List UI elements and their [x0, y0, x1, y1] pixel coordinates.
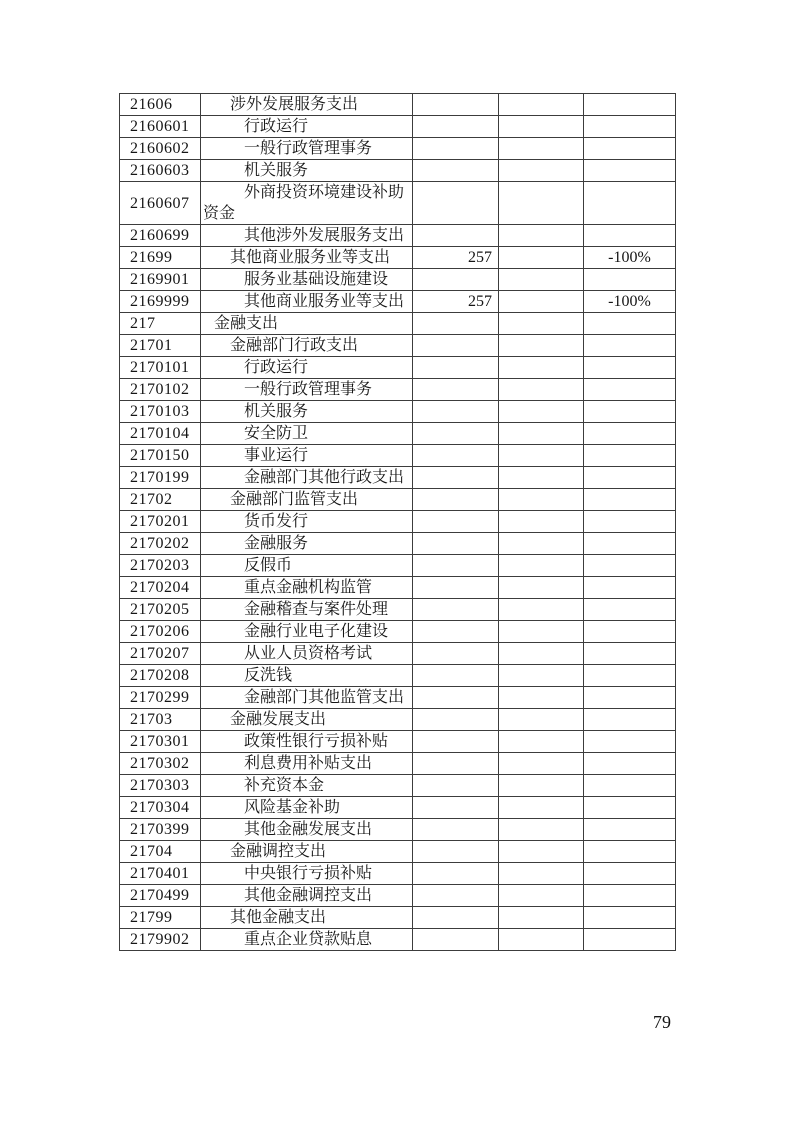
budget-code-cell: 2160602: [120, 138, 201, 160]
item-name-cell: 金融部门其他行政支出: [201, 467, 413, 489]
item-name-cell: 政策性银行亏损补贴: [201, 731, 413, 753]
budget-code-cell: 2170103: [120, 401, 201, 423]
budget-code-cell: 2170102: [120, 379, 201, 401]
budget-table: [119, 93, 676, 951]
table-row: [120, 753, 676, 775]
change-percent-cell: [584, 533, 676, 555]
budget-code-cell: 2160607: [120, 182, 201, 225]
change-percent-cell: [584, 577, 676, 599]
change-percent-cell: [584, 489, 676, 511]
blank-cell: [499, 907, 584, 929]
change-percent-cell: [584, 599, 676, 621]
table-row: [120, 731, 676, 753]
amount-cell: [413, 907, 499, 929]
amount-cell: [413, 841, 499, 863]
item-name-cell: 金融行业电子化建设: [201, 621, 413, 643]
budget-code-cell: 2170302: [120, 753, 201, 775]
amount-cell: [413, 423, 499, 445]
blank-cell: [499, 94, 584, 116]
blank-cell: [499, 247, 584, 269]
budget-code-cell: 2170304: [120, 797, 201, 819]
amount-cell: [413, 731, 499, 753]
change-percent-cell: [584, 269, 676, 291]
table-row: [120, 116, 676, 138]
budget-code-cell: 2170199: [120, 467, 201, 489]
amount-cell: [413, 182, 499, 225]
change-percent-cell: [584, 379, 676, 401]
table-row: [120, 665, 676, 687]
item-name-cell: 金融部门其他监管支出: [201, 687, 413, 709]
item-name-cell: 金融部门监管支出: [201, 489, 413, 511]
blank-cell: [499, 489, 584, 511]
blank-cell: [499, 555, 584, 577]
change-percent-cell: [584, 357, 676, 379]
table-row: [120, 907, 676, 929]
item-name-cell: 机关服务: [201, 160, 413, 182]
table-row: [120, 687, 676, 709]
blank-cell: [499, 291, 584, 313]
item-name-cell: 其他商业服务业等支出: [201, 291, 413, 313]
amount-cell: 257: [413, 291, 499, 313]
change-percent-cell: [584, 467, 676, 489]
blank-cell: [499, 138, 584, 160]
budget-code-cell: 217: [120, 313, 201, 335]
change-percent-cell: [584, 643, 676, 665]
table-row: [120, 379, 676, 401]
budget-code-cell: 21702: [120, 489, 201, 511]
amount-cell: [413, 665, 499, 687]
change-percent-cell: [584, 182, 676, 225]
blank-cell: [499, 401, 584, 423]
blank-cell: [499, 731, 584, 753]
amount-cell: [413, 379, 499, 401]
table-row: [120, 94, 676, 116]
change-percent-cell: [584, 555, 676, 577]
amount-cell: [413, 160, 499, 182]
item-name-cell: 事业运行: [201, 445, 413, 467]
change-percent-cell: [584, 731, 676, 753]
budget-code-cell: 2160699: [120, 225, 201, 247]
blank-cell: [499, 269, 584, 291]
amount-cell: [413, 885, 499, 907]
item-name-cell: 安全防卫: [201, 423, 413, 445]
amount-cell: [413, 819, 499, 841]
blank-cell: [499, 643, 584, 665]
amount-cell: [413, 94, 499, 116]
budget-code-cell: 2170207: [120, 643, 201, 665]
change-percent-cell: [584, 160, 676, 182]
blank-cell: [499, 753, 584, 775]
amount-cell: [413, 599, 499, 621]
blank-cell: [499, 797, 584, 819]
blank-cell: [499, 423, 584, 445]
change-percent-cell: [584, 511, 676, 533]
item-name-cell: 重点金融机构监管: [201, 577, 413, 599]
amount-cell: [413, 445, 499, 467]
budget-code-cell: 2170201: [120, 511, 201, 533]
blank-cell: [499, 885, 584, 907]
item-name-cell: 涉外发展服务支出: [201, 94, 413, 116]
amount-cell: [413, 138, 499, 160]
table-row: [120, 841, 676, 863]
amount-cell: [413, 687, 499, 709]
table-row: [120, 401, 676, 423]
item-name-cell: 一般行政管理事务: [201, 138, 413, 160]
table-row: [120, 555, 676, 577]
blank-cell: [499, 379, 584, 401]
item-name-cell: 反洗钱: [201, 665, 413, 687]
amount-cell: [413, 555, 499, 577]
table-row: [120, 577, 676, 599]
blank-cell: [499, 511, 584, 533]
blank-cell: [499, 533, 584, 555]
blank-cell: [499, 775, 584, 797]
change-percent-cell: [584, 885, 676, 907]
budget-code-cell: 2170203: [120, 555, 201, 577]
blank-cell: [499, 599, 584, 621]
amount-cell: [413, 577, 499, 599]
change-percent-cell: [584, 797, 676, 819]
table-row: [120, 182, 676, 225]
blank-cell: [499, 665, 584, 687]
table-row: [120, 138, 676, 160]
amount-cell: [413, 116, 499, 138]
change-percent-cell: [584, 116, 676, 138]
change-percent-cell: [584, 687, 676, 709]
budget-code-cell: 2169999: [120, 291, 201, 313]
change-percent-cell: [584, 225, 676, 247]
change-percent-cell: [584, 621, 676, 643]
budget-code-cell: 21704: [120, 841, 201, 863]
budget-code-cell: 2170206: [120, 621, 201, 643]
budget-code-cell: 21799: [120, 907, 201, 929]
blank-cell: [499, 841, 584, 863]
budget-code-cell: 21699: [120, 247, 201, 269]
change-percent-cell: [584, 445, 676, 467]
amount-cell: [413, 643, 499, 665]
item-name-cell: 机关服务: [201, 401, 413, 423]
table-row: [120, 467, 676, 489]
page-number: 79: [653, 1012, 671, 1032]
item-name-cell: 其他商业服务业等支出: [201, 247, 413, 269]
blank-cell: [499, 687, 584, 709]
budget-code-cell: 2170499: [120, 885, 201, 907]
item-name-cell: 金融调控支出: [201, 841, 413, 863]
budget-code-cell: 21703: [120, 709, 201, 731]
item-name-cell: 金融支出: [201, 313, 413, 335]
budget-code-cell: 2170301: [120, 731, 201, 753]
budget-code-cell: 2179902: [120, 929, 201, 951]
table-row: [120, 313, 676, 335]
blank-cell: [499, 577, 584, 599]
table-row: [120, 775, 676, 797]
item-name-cell: 货币发行: [201, 511, 413, 533]
item-name-cell: 从业人员资格考试: [201, 643, 413, 665]
amount-cell: [413, 929, 499, 951]
amount-cell: [413, 489, 499, 511]
table-row: [120, 709, 676, 731]
table-row: [120, 335, 676, 357]
amount-cell: [413, 225, 499, 247]
change-percent-cell: [584, 841, 676, 863]
table-row: [120, 269, 676, 291]
item-name-cell: 利息费用补贴支出: [201, 753, 413, 775]
item-name-cell: 服务业基础设施建设: [201, 269, 413, 291]
change-percent-cell: [584, 94, 676, 116]
amount-cell: [413, 621, 499, 643]
budget-code-cell: 2170202: [120, 533, 201, 555]
blank-cell: [499, 182, 584, 225]
item-name-cell: 反假币: [201, 555, 413, 577]
amount-cell: [413, 269, 499, 291]
item-name-cell: 金融部门行政支出: [201, 335, 413, 357]
table-row: [120, 863, 676, 885]
budget-code-cell: 21606: [120, 94, 201, 116]
table-row: [120, 643, 676, 665]
amount-cell: [413, 467, 499, 489]
item-name-cell: 其他金融发展支出: [201, 819, 413, 841]
change-percent-cell: [584, 665, 676, 687]
amount-cell: [413, 797, 499, 819]
budget-code-cell: 2170299: [120, 687, 201, 709]
blank-cell: [499, 116, 584, 138]
change-percent-cell: [584, 335, 676, 357]
amount-cell: [413, 401, 499, 423]
budget-code-cell: 21701: [120, 335, 201, 357]
amount-cell: [413, 533, 499, 555]
item-name-cell: 外商投资环境建设补助资金: [201, 182, 413, 225]
change-percent-cell: [584, 929, 676, 951]
table-row: [120, 797, 676, 819]
blank-cell: [499, 929, 584, 951]
table-row: [120, 247, 676, 269]
amount-cell: [413, 357, 499, 379]
budget-code-cell: 2170303: [120, 775, 201, 797]
change-percent-cell: [584, 709, 676, 731]
item-name-cell: 金融服务: [201, 533, 413, 555]
change-percent-cell: [584, 138, 676, 160]
item-name-cell: 行政运行: [201, 116, 413, 138]
budget-code-cell: 2170150: [120, 445, 201, 467]
item-name-cell: 行政运行: [201, 357, 413, 379]
table-row: [120, 160, 676, 182]
budget-code-cell: 2170104: [120, 423, 201, 445]
table-row: [120, 489, 676, 511]
change-percent-cell: [584, 775, 676, 797]
budget-code-cell: 2170204: [120, 577, 201, 599]
table-row: [120, 599, 676, 621]
item-name-cell: 中央银行亏损补贴: [201, 863, 413, 885]
amount-cell: [413, 775, 499, 797]
budget-code-cell: 2160601: [120, 116, 201, 138]
blank-cell: [499, 467, 584, 489]
table-row: [120, 819, 676, 841]
table-row: [120, 929, 676, 951]
amount-cell: [413, 313, 499, 335]
item-name-cell: 金融发展支出: [201, 709, 413, 731]
change-percent-cell: [584, 313, 676, 335]
blank-cell: [499, 313, 584, 335]
amount-cell: [413, 335, 499, 357]
table-row: [120, 291, 676, 313]
table-row: [120, 357, 676, 379]
table-row: [120, 533, 676, 555]
item-name-cell: 风险基金补助: [201, 797, 413, 819]
budget-code-cell: 2170101: [120, 357, 201, 379]
item-name-cell: 重点企业贷款贴息: [201, 929, 413, 951]
blank-cell: [499, 621, 584, 643]
change-percent-cell: [584, 401, 676, 423]
change-percent-cell: -100%: [584, 291, 676, 313]
budget-table-body: [120, 94, 676, 951]
budget-code-cell: 2170205: [120, 599, 201, 621]
table-row: [120, 423, 676, 445]
amount-cell: 257: [413, 247, 499, 269]
table-row: [120, 445, 676, 467]
item-name-cell: 金融稽查与案件处理: [201, 599, 413, 621]
item-name-cell: 其他金融支出: [201, 907, 413, 929]
change-percent-cell: [584, 423, 676, 445]
budget-code-cell: 2160603: [120, 160, 201, 182]
table-row: [120, 225, 676, 247]
budget-code-cell: 2170401: [120, 863, 201, 885]
blank-cell: [499, 709, 584, 731]
table-row: [120, 885, 676, 907]
blank-cell: [499, 335, 584, 357]
change-percent-cell: -100%: [584, 247, 676, 269]
change-percent-cell: [584, 907, 676, 929]
blank-cell: [499, 225, 584, 247]
blank-cell: [499, 819, 584, 841]
blank-cell: [499, 160, 584, 182]
budget-code-cell: 2169901: [120, 269, 201, 291]
item-name-cell: 一般行政管理事务: [201, 379, 413, 401]
item-name-cell: 补充资本金: [201, 775, 413, 797]
change-percent-cell: [584, 863, 676, 885]
item-name-cell: 其他金融调控支出: [201, 885, 413, 907]
table-row: [120, 621, 676, 643]
amount-cell: [413, 753, 499, 775]
change-percent-cell: [584, 753, 676, 775]
item-name-cell: 其他涉外发展服务支出: [201, 225, 413, 247]
amount-cell: [413, 709, 499, 731]
amount-cell: [413, 511, 499, 533]
budget-code-cell: 2170208: [120, 665, 201, 687]
blank-cell: [499, 863, 584, 885]
budget-code-cell: 2170399: [120, 819, 201, 841]
blank-cell: [499, 357, 584, 379]
change-percent-cell: [584, 819, 676, 841]
amount-cell: [413, 863, 499, 885]
blank-cell: [499, 445, 584, 467]
table-row: [120, 511, 676, 533]
